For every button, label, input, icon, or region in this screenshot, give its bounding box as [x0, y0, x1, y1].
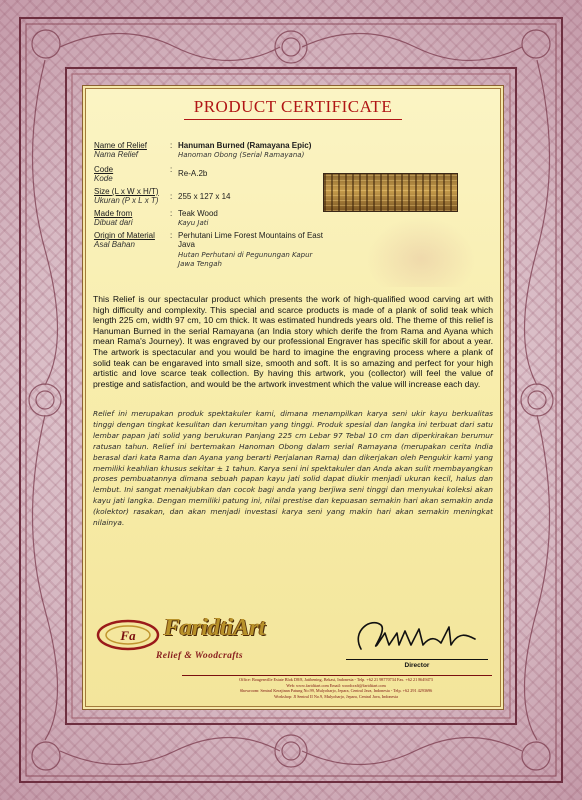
- director-signature: [341, 611, 491, 659]
- footer-divider: [182, 675, 492, 676]
- certificate-title: PRODUCT CERTIFICATE: [193, 97, 393, 116]
- footer-line: Showroom: Sentral Kerajinan Patung No.99, Mulyoharjo, Jepara, Central Java, Indonesia - Telp. +62 291 4293696: [239, 688, 433, 694]
- spec-label: Made from: [94, 209, 133, 218]
- spec-value: Teak Wood: [178, 209, 218, 218]
- description-indonesian: Relief ini merupakan produk spektakuler kami, dimana menampilkan karya seni ukir kayu berkualitas tinggi dengan tingkat kesulitan dan kerumitan yang tinggi. Produk spesial dan langka ini terbuat dari satu lembar papan jati solid yang berukuran Panjang 225 cm Lebar 97 Tebal 10 cm dan diperkirakan berumur ratusan tahun. Relief ini bertemakan Hanoman Obong dalam serial Ramayana (merupakan cerita India berasal dari kata Rama dan Ayana yang berarti Perjalanan Rama) dan dikerjakan oleh Pengukir kami yang memiliki keahlian khusus sekitar ± 1 tahun. Karya seni ini spektakuler dan Anda akan sulit membayangkan proses pembuatannya dimana sebuah papan kayu jati solid dapat diukir menjadi ukuran kecil, halus dan lembut. Ini sangat menakjubkan dan cocok bagi anda yang berjiwa seni tinggi dan menyukai koleksi akan kayu jati langka. Dengan memiliki patung ini, nilai prestise dan kepuasan semakin hari akan semakin anda (kolektor) rasakan, dan akan menjadi investasi karya seni yang makin hari akan semakin meningkat nilainya.: [93, 409, 493, 528]
- spec-label: Name of Relief: [94, 141, 147, 150]
- title-underline: [184, 119, 402, 120]
- spec-row-size: [94, 187, 231, 205]
- spec-colon: :: [170, 209, 173, 218]
- spec-row-material: [94, 209, 218, 227]
- relief-photo: [323, 173, 458, 212]
- spec-colon: :: [170, 231, 173, 240]
- logo-mark-icon: [94, 615, 164, 655]
- signature-line: [346, 659, 488, 660]
- footer-contacts: [186, 677, 486, 699]
- spec-colon: :: [170, 165, 173, 174]
- spec-row-origin: [94, 231, 323, 268]
- spec-label-id: Dibuat dari: [94, 218, 133, 227]
- faint-watermark-figure: [366, 217, 476, 287]
- spec-value: Perhutani Lime Forest Mountains of East Java: [178, 231, 323, 249]
- spec-label-id: Ukuran (P x L x T): [94, 196, 159, 205]
- spec-value: Re-A.2b: [178, 169, 208, 178]
- spec-colon: :: [170, 141, 173, 150]
- certificate-panel: [85, 88, 501, 707]
- company-logo: [94, 611, 294, 673]
- logo-mark-text: Fa: [120, 628, 136, 643]
- spec-row-code: [94, 165, 208, 183]
- footer-line: Office: Bougenville Estate Blok D8/8, Jatibening, Bekasi, Indonesia - Telp. +62 21 98770734 Fax. +62 21 8649473: [239, 677, 433, 682]
- spec-label: Origin of Material: [94, 231, 155, 240]
- spec-value-id: Kayu Jati: [178, 219, 209, 227]
- spec-label-id: Kode: [94, 174, 113, 183]
- spec-row-name: [94, 141, 312, 159]
- spec-label-id: Asal Bahan: [94, 240, 135, 249]
- logo-name: FaridtiArt: [164, 615, 266, 641]
- logo-tagline: Relief & Woodcrafts: [156, 651, 243, 661]
- spec-value: Hanuman Burned (Ramayana Epic): [178, 141, 312, 150]
- spec-label: Size (L x W x H/T): [94, 187, 159, 196]
- spec-label-id: Nama Relief: [94, 150, 139, 159]
- director-label: Director: [404, 662, 430, 669]
- spec-value-id: Hutan Perhutani di Pegunungan Kapur Jawa Tengah: [178, 251, 313, 268]
- spec-label: Code: [94, 165, 114, 174]
- footer-line: Workshop: Jl Sentral II No.9, Mulyoharjo, Jepara, Central Java, Indonesia: [273, 693, 399, 699]
- footer-line: Web: www.faridtiart.com Email: woodcraft@faridtiart.com: [286, 682, 386, 688]
- spec-value-id: Hanoman Obong (Serial Ramayana): [178, 151, 305, 159]
- description-english: This Relief is our spectacular product which presents the work of high-qualified wood carving art with high difficulty and complexity. This special and scarce products is made of a plank of solid teak which length 225 cm, width 97 cm, 10 cm thick. It was estimated hundreds years old. The theme of this relief is Hanuman Burned in the serial Ramayana (an India story which derife the from Rama and Ayana which mean Rama's Journey). It was engraved by our professional Engraver has specific skill for about a year. The artwork is spectacular and you would be hard to imagine the engraving process where a plank of solid teak can be engaraved into small size, smooth and soft. It is so amazing and perfect for your high artistic and love scarce teak collection. By having this artwork, you (collector) will feel the value of prestige and satisfaction, and would be the artwork investment which the value will increase each day.: [93, 294, 493, 389]
- spec-colon: :: [170, 192, 173, 201]
- spec-value: 255 x 127 x 14: [178, 192, 231, 201]
